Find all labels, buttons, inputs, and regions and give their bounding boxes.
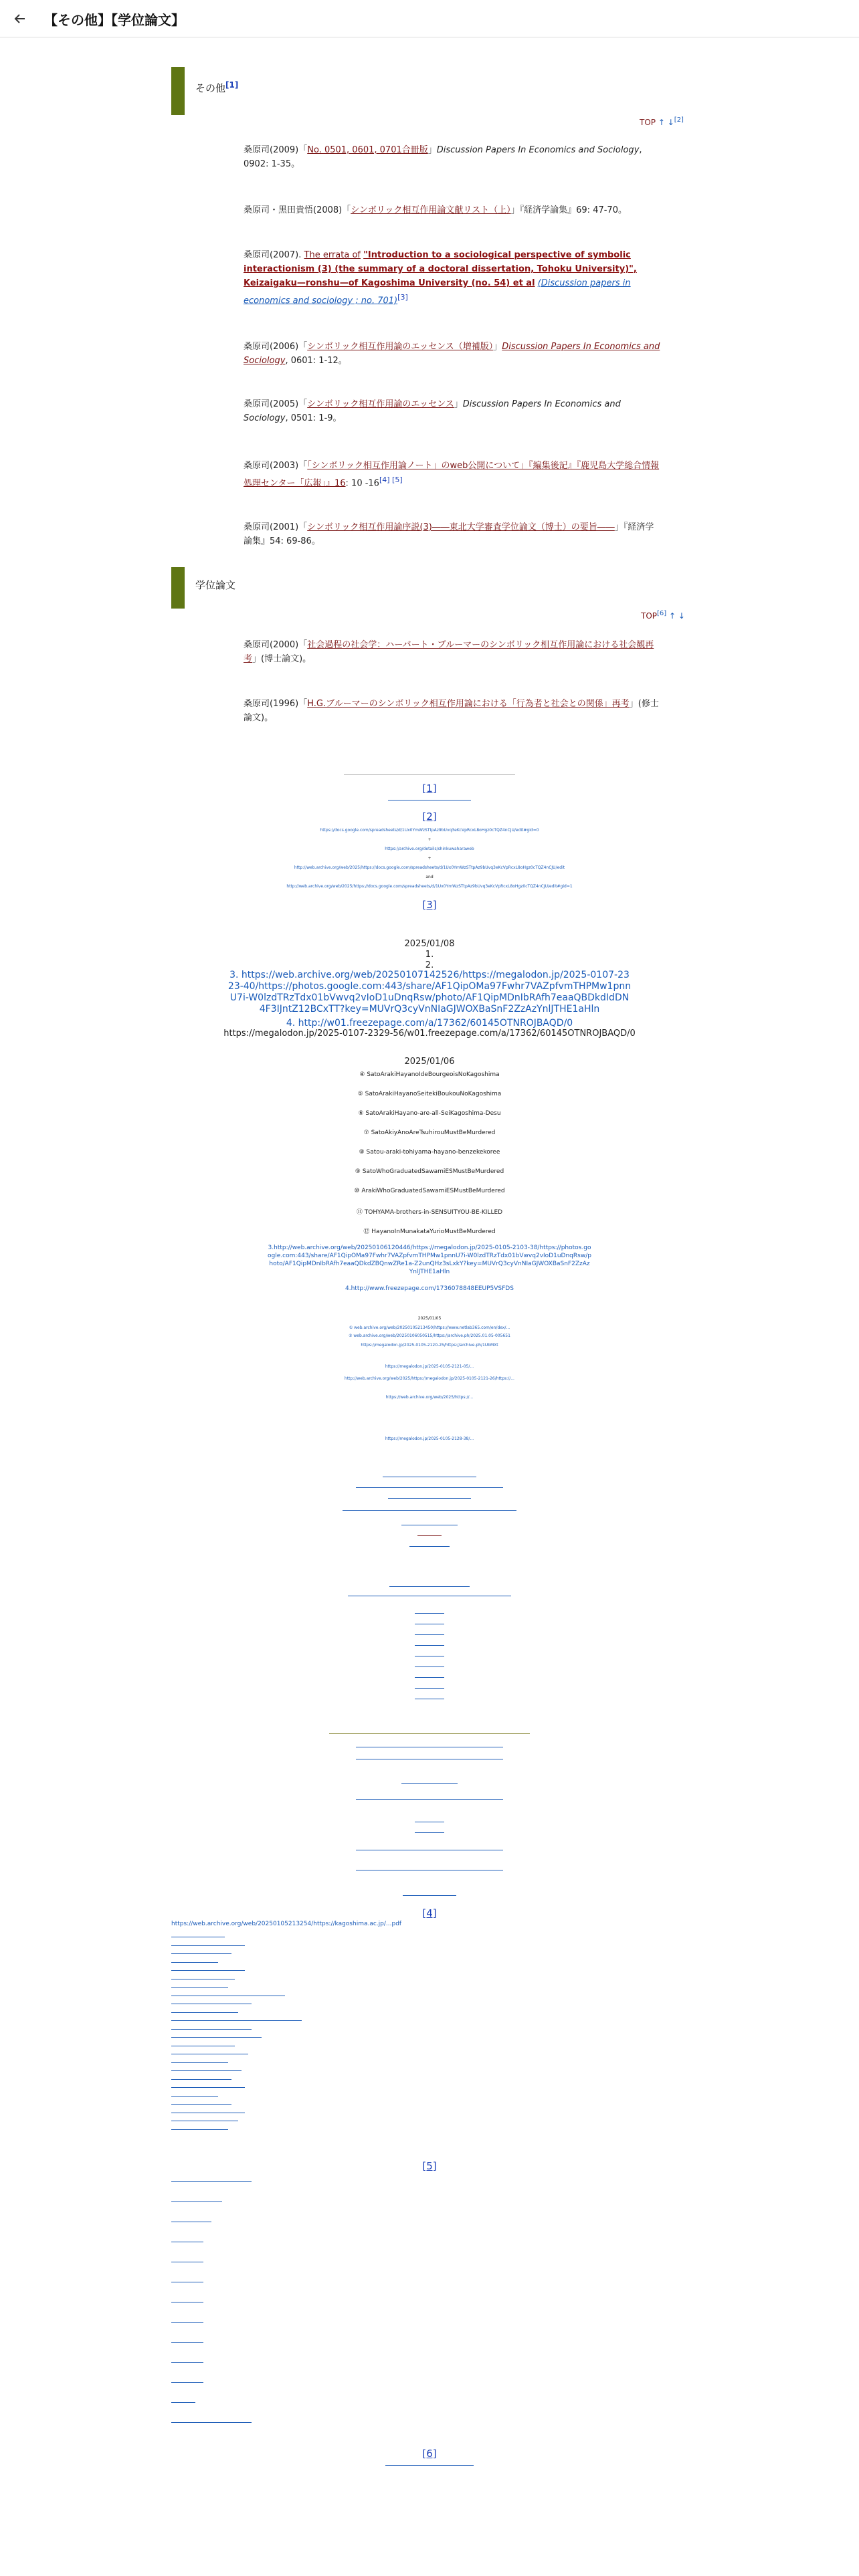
thesis-entry: 桑原司(2000)「社会過程の社会学：ハーバート・ブルーマーのシンボリック相互作用論における社会観再考」(博士論文)。 (244, 640, 654, 664)
entry-title-link[interactable]: 「シンボリック相互作用論ノート」のweb公開について」『編集後記』『鹿児島大学総合情報処理センター「広報」』16 (244, 461, 660, 489)
reference-link-stub[interactable] (415, 1634, 444, 1635)
entry-title-link[interactable]: 社会過程の社会学：ハーバート・ブルーマーのシンボリック相互作用論における社会観再考 (244, 640, 654, 664)
reference-link-stub[interactable] (171, 2362, 203, 2363)
reference-link-stub[interactable] (171, 2070, 242, 2071)
reference-link[interactable]: https://archive.org/details/shinkuwaharaweb (385, 847, 474, 851)
reference-link[interactable]: https://megalodon.jp/2025-0105-2128-38/... (385, 1436, 474, 1441)
list-item: ④ SatoArakiHayanoIdeBourgeoisNoKagoshima (359, 1071, 500, 1078)
footnote-ref-3[interactable]: [3] (397, 293, 408, 302)
reference-link-stub[interactable] (171, 2104, 231, 2105)
entry-title-link[interactable]: シンボリック相互作用論のエッセンス (307, 399, 454, 409)
entry-title-link[interactable]: "Introduction to a sociological perspective of symbolic interactionism (3) (the summary of a doctoral dissertation, Tohoku University)", Keizaigaku—ronshu—of Kagoshima University (no. 54) et al (244, 250, 637, 288)
reference-link-stub[interactable] (171, 1987, 228, 1988)
reference-link-stub[interactable] (171, 2037, 262, 2038)
section-heading-other: その他[1] (195, 80, 239, 94)
list-item-number: 1. (425, 950, 434, 960)
entry-title-link[interactable]: シンボリック相互作用論のエッセンス（増補版） (307, 342, 494, 352)
reference-link-stub[interactable] (329, 1733, 530, 1734)
section-accent-bar (171, 567, 185, 609)
section-nav (640, 116, 684, 127)
footnote-ref-4-5[interactable]: [4] [5] (379, 475, 403, 484)
reference-link[interactable]: ① web.archive.org/web/20250105213450/https://www.netlab365.com/en/dex/... (349, 1325, 510, 1330)
list-item: ⑥ SatoArakiHayano-are-all-SeiKagoshima-Desu (358, 1110, 501, 1117)
reference-link-stub[interactable] (171, 2096, 218, 2097)
up-link[interactable]: ↑ (658, 118, 665, 127)
reference-sep: + (427, 837, 432, 842)
entry-series-link[interactable]: (Discussion papers in economics and sociology ; no. 701) (244, 278, 631, 306)
footnote-ref-1[interactable]: [1] (225, 80, 239, 90)
reference-link-stub[interactable] (417, 1535, 442, 1536)
reference-label-1[interactable]: [1] (422, 782, 437, 794)
reference-link-stub[interactable] (356, 1487, 503, 1488)
entry-title-link[interactable]: No. 0501, 0601, 0701合冊版 (307, 145, 428, 155)
reference-link-stub[interactable] (171, 2342, 203, 2343)
reference-link[interactable]: https://megalodon.jp/2025-0105-2120-25/https://archive.ph/1UbMXt (361, 1343, 498, 1348)
thesis-entry: 桑原司(1996)「H.G.ブルーマーのシンボリック相互作用論における「行為者と社会との関係」再考」(修士論文)。 (244, 699, 659, 723)
reference-link-stub[interactable] (415, 1645, 444, 1646)
reference-link[interactable]: https://web.archive.org/web/20250105213254/https://kagoshima.ac.jp/...pdf (171, 1921, 402, 1927)
reference-link[interactable]: http://web.archive.org/web/2025/https://docs.google.com/spreadsheets/d/1Ux0YmWzSTtpAz9bUvq3eKcVpRcxL8oHgz0cTQZ4nCJU/edit (294, 865, 565, 870)
reference-link-stub[interactable] (171, 1970, 245, 1971)
reference-link[interactable]: http://web.archive.org/web/2025/https://docs.google.com/spreadsheets/d/1Ux0YmWzSTtpAz9bUvq3eKcVpRcxL8oHgz0cTQZ4nCJU/edit#gid=1 (286, 884, 573, 889)
reference-link-stub[interactable] (171, 2012, 238, 2013)
list-item: ⑩ ArakiWhoGraduatedSawamiESMustBeMurdered (354, 1188, 505, 1194)
list-item: ⑪ TOHYAMA-brothers-in-SENSUITYOU-BE-KILLED (356, 1209, 503, 1216)
reference-link-stub[interactable] (171, 1945, 245, 1946)
reference-sep: and (425, 875, 434, 879)
entry-title-link[interactable]: シンボリック相互作用論序説(3)――東北大学審査学位論文（博士）の要旨―― (307, 522, 615, 532)
reference-link-stub[interactable] (171, 2020, 302, 2021)
list-item: ⑨ SatoWhoGraduatedSawamiESMustBeMurdered (355, 1168, 504, 1175)
reference-link-stub[interactable] (356, 1799, 503, 1800)
reference-link-stub[interactable] (171, 2079, 231, 2080)
reference-date: 2025/01/05 (417, 1316, 442, 1321)
reference-link[interactable]: 3. https://web.archive.org/web/20250107142526/https://megalodon.jp/2025-0107-2323-40/https://photos.google.com:443/share/AF1QipOMa97Fwhr7VAZpfvmTHPMw1pnnU7i-W0lzdTRzTdx01bVwvq2vIoD1uDnqRsw/photo/AF1QipMDnIbRAfh7eaaQBDkdIdDN4F3IJntZ12BCxTT?key=MUVrQ3cyVnNIaGJWOXBaSnF2ZzAzYnlJTHE1aHln (227, 970, 632, 1014)
bibliography-entry: 桑原司(2001)「シンボリック相互作用論序説(3)――東北大学審査学位論文（博士）の要旨――」『経済学論集』54: 69-86。 (244, 522, 654, 546)
reference-link[interactable]: https://web.archive.org/web/2025/https://... (385, 1395, 474, 1400)
reference-link-stub[interactable] (389, 1586, 470, 1587)
reference-link-stub[interactable] (415, 1688, 444, 1689)
bibliography-entry: 桑原司(2003)「「シンボリック相互作用論ノート」のweb公開について」『編集後記』『鹿児島大学総合情報処理センター「広報」』16: 10 -16[4] [5] (244, 461, 660, 489)
down-link[interactable]: ↓ (678, 611, 685, 621)
entry-title-link[interactable]: シンボリック相互作用論文献リスト（上） (351, 205, 511, 215)
reference-link-stub[interactable] (388, 1498, 471, 1499)
reference-link-stub[interactable] (171, 2129, 228, 2130)
reference-link[interactable]: ② web.archive.org/web/20250106050515/https://archive.ph/2025.01.05-005651 (349, 1333, 510, 1338)
reference-label-5[interactable]: [5] (422, 2160, 437, 2172)
reference-link-stub[interactable] (171, 2422, 252, 2423)
down-link[interactable]: ↓ (667, 118, 674, 127)
bibliography-entry: 桑原司・黒田貴悟(2008)「シンボリック相互作用論文献リスト（上）」『経済学論集』69: 47-70。 (244, 205, 627, 215)
reference-link-stub[interactable] (171, 2382, 203, 2383)
reference-link[interactable]: 4. http://w01.freezepage.com/a/17362/60145OTNROJBAQD/0 (286, 1018, 573, 1029)
section-heading-thesis: 学位論文 (195, 579, 236, 591)
bibliography-entry: 桑原司(2007). The errata of "Introduction to a sociological perspective of symbolic interactionism (3) (the summary of a doctoral dissertation, Tohoku University)", Keizaigaku—ronshu—of Kagoshima University (no. 54) et al (Discussion papers in economics and sociology ; no. 701)[3] (244, 250, 637, 306)
bibliography-entry: 桑原司(2009)「No. 0501, 0601, 0701合冊版」Discussion Papers In Economics and Sociology, 0902: 1-35。 (244, 145, 642, 169)
reference-link-stub[interactable] (171, 2181, 252, 2182)
reference-link-stub[interactable] (343, 1510, 516, 1511)
section-accent-bar (171, 67, 185, 115)
reference-link-stub[interactable] (171, 2087, 245, 2088)
list-item: ⑤ SatoArakiHayanoSeitekiBoukouNoKagoshima (357, 1091, 502, 1097)
app-header (0, 0, 859, 37)
back-arrow-icon (13, 12, 27, 25)
top-link[interactable]: TOP (641, 611, 658, 621)
footnote-ref-6[interactable]: [6] (657, 610, 667, 617)
reference-link-stub[interactable] (415, 1677, 444, 1678)
list-item: ⑦ SatoAkiyAnoAreTsuhirouMustBeMurdered (363, 1130, 496, 1136)
reference-link[interactable]: https://docs.google.com/spreadsheets/d/1Ux0YmWzSTtpAz9bUvq3eKcVpRcxL8oHgz0cTQZ4nCJU/edit#gid=0 (320, 828, 539, 833)
reference-sep: + (427, 856, 432, 861)
footnote-ref-2[interactable]: [2] (674, 116, 684, 124)
bibliography-entry: 桑原司(2005)「シンボリック相互作用論のエッセンス」Discussion Papers In Economics and Sociology, 0501: 1-9。 (244, 399, 621, 423)
reference-underline (385, 2465, 474, 2466)
reference-link[interactable]: http://web.archive.org/web/2025/https://megalodon.jp/2025-0105-2121-26/https://... (345, 1376, 514, 1381)
reference-link[interactable]: 3.http://web.archive.org/web/20250106120446/https://megalodon.jp/2025-0105-2103-38/https://photos.google.com:443/share/AF1QipOMa97Fwhr7VAZpfvmTHPMw1pnnU7i-W0lzdTRzTdx01bVwvq2vIoD1uDnqRsw/photo/AF1QipMDnIbRAfh7eaaQDkdZBQnwZRe1a-Z2unQHz3sLxkY?key=MUVrQ3cyVnNIaGJWOXBaSnF2ZzAzYnlJTHE1aHln (268, 1245, 591, 1275)
reference-link-stub[interactable] (415, 1832, 444, 1833)
reference-label-3[interactable]: [3] (422, 899, 437, 911)
reference-link-stub[interactable] (415, 1613, 444, 1614)
page-title: 【その他】【学位論文】 (44, 12, 185, 28)
reference-link[interactable]: https://megalodon.jp/2025-0105-2121-05/... (385, 1364, 474, 1369)
reference-link-stub[interactable] (171, 2029, 252, 2030)
references-divider (344, 774, 515, 775)
reference-label-2[interactable]: [2] (422, 811, 437, 823)
entry-title-link[interactable]: H.G.ブルーマーのシンボリック相互作用論における「行為者と社会との関係」再考 (307, 699, 630, 709)
back-button[interactable] (8, 7, 32, 31)
reference-link[interactable]: 4.http://www.freezepage.com/1736078848EEUP5VSFDS (345, 1285, 514, 1292)
list-item-number: 2. (425, 960, 434, 970)
reference-link-stub[interactable] (171, 2062, 228, 2063)
bibliography-entry: 桑原司(2006)「シンボリック相互作用論のエッセンス（増補版）」Discussion Papers In Economics and Sociology, 0601: 1-12。 (244, 342, 660, 366)
reference-link-stub[interactable] (409, 1546, 450, 1547)
section-nav (641, 610, 685, 621)
reference-link-stub[interactable] (403, 1895, 456, 1896)
reference-text: https://megalodon.jp/2025-0107-2329-56/w01.freezepage.com/a/17362/60145OTNROJBAQD/0 (223, 1029, 636, 1039)
top-link[interactable]: TOP (640, 118, 656, 127)
reference-label-4[interactable]: [4] (422, 1907, 437, 1919)
up-link[interactable]: ↑ (669, 611, 676, 621)
reference-link-stub[interactable] (171, 2402, 195, 2403)
reference-date: 2025/01/06 (404, 1057, 455, 1067)
reference-link-stub[interactable] (171, 2322, 203, 2323)
reference-label-6[interactable]: [6] (422, 2448, 437, 2460)
reference-date: 2025/01/08 (404, 939, 455, 949)
reference-link-stub[interactable] (401, 1783, 458, 1784)
reference-link-stub[interactable] (171, 1953, 231, 1954)
list-item: ⑫ HayanoInMunakataYurioMustBeMurdered (363, 1228, 496, 1235)
list-item: ⑧ Satou-araki-tohiyama-hayano-benzekekoree (359, 1149, 500, 1156)
reference-link-stub[interactable] (171, 1962, 218, 1963)
